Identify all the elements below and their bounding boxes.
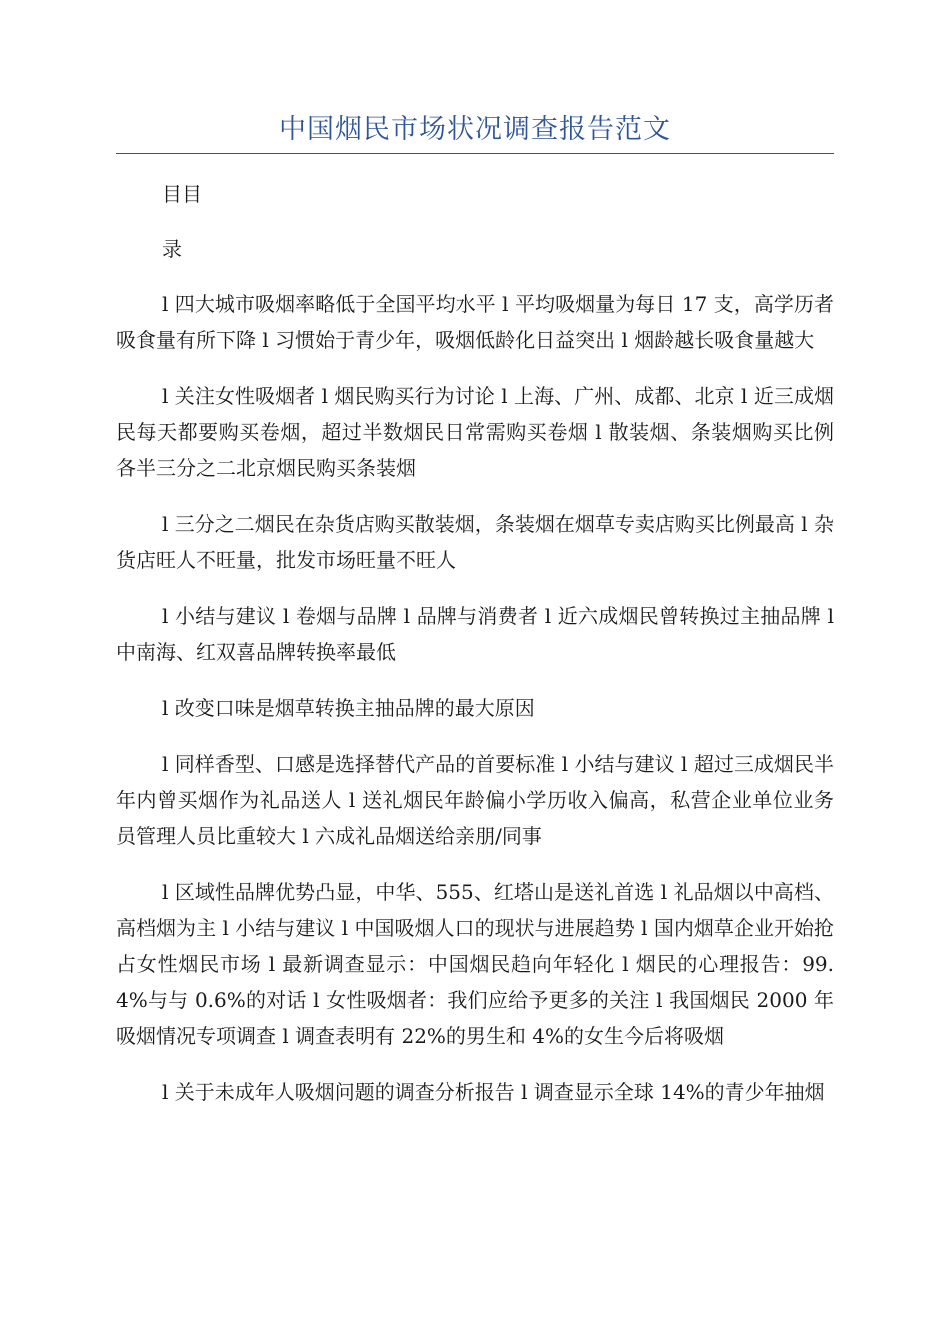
paragraph-8: l 关于未成年人吸烟问题的调查分析报告 l 调查显示全球 14%的青少年抽烟 — [162, 1080, 825, 1104]
paragraph-5: l 改变口味是烟草转换主抽品牌的最大原因 — [162, 696, 535, 720]
paragraph-2: l 关注女性吸烟者 l 烟民购买行为讨论 l 上海、广州、成都、北京 l 近三成烟民每天都要购买卷烟，超过半数烟民日常需购买卷烟 l 散装烟、条装烟购买比例各半三分之二北京烟民购买条装烟 — [116, 384, 834, 480]
paragraph-4: l 小结与建议 l 卷烟与品牌 l 品牌与消费者 l 近六成烟民曾转换过主抽品牌 l 中南海、红双喜品牌转换率最低 — [116, 604, 834, 664]
toc-heading-line-2: 录 — [162, 237, 182, 261]
paragraph-6: l 同样香型、口感是选择替代产品的首要标准 l 小结与建议 l 超过三成烟民半年内曾买烟作为礼品送人 l 送礼烟民年龄偏小学历收入偏高，私营企业单位业务员管理人员比重较大 l 六成礼品烟送给亲朋/同事 — [116, 752, 834, 848]
paragraph-3: l 三分之二烟民在杂货店购买散装烟，条装烟在烟草专卖店购买比例最高 l 杂货店旺人不旺量，批发市场旺量不旺人 — [116, 512, 834, 572]
toc-heading-line-1: 目目 — [162, 182, 202, 206]
title-underline — [116, 153, 834, 154]
document-body — [116, 176, 834, 1130]
document-title: 中国烟民市场状况调查报告范文 — [279, 114, 671, 145]
paragraph-1: l 四大城市吸烟率略低于全国平均水平 l 平均吸烟量为每日 17 支，高学历者吸食量有所下降 l 习惯始于青少年，吸烟低龄化日益突出 l 烟龄越长吸食量越大 — [116, 292, 834, 352]
paragraph-7: l 区域性品牌优势凸显，中华、555、红塔山是送礼首选 l 礼品烟以中高档、高档烟为主 l 小结与建议 l 中国吸烟人口的现状与进展趋势 l 国内烟草企业开始抢占女性烟民市场 l 最新调查显示：中国烟民趋向年轻化 l 烟民的心理报告：99.4%与与 0.6%的对话 l 女性吸烟者：我们应给予更多的关注 l 我国烟民 2000 年吸烟情况专项调查 l 调查表明有 22%的男生和 4%的女生今后将吸烟 — [116, 880, 834, 1048]
